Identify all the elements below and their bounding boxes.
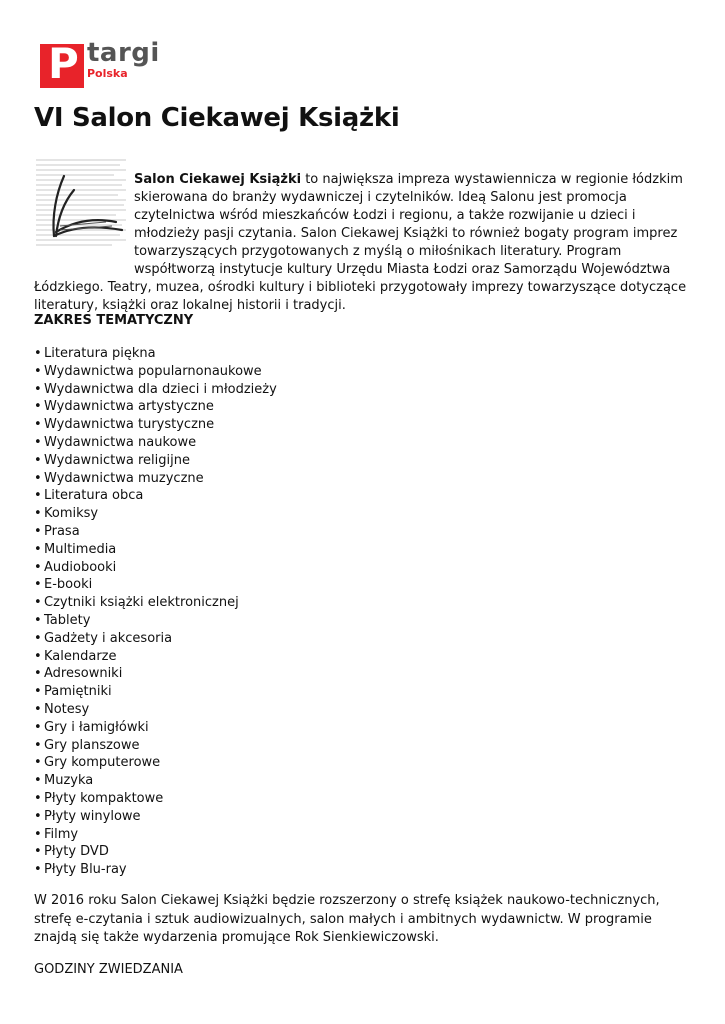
list-item [34, 737, 277, 755]
bullet-icon: • [34, 577, 42, 593]
list-item-label: Płyty winylowe [44, 808, 141, 824]
list-item [34, 559, 277, 577]
bullet-icon: • [34, 612, 42, 628]
list-item [34, 345, 277, 363]
bullet-icon: • [34, 844, 42, 860]
bullet-icon: • [34, 417, 42, 433]
list-item-label: Notesy [44, 701, 90, 717]
bullet-icon: • [34, 506, 42, 522]
list-item [34, 541, 277, 559]
list-item-label: Literatura piękna [44, 346, 156, 361]
list-item-label: Gadżety i akcesoria [44, 630, 173, 646]
list-item [34, 434, 277, 452]
topics-list [34, 345, 277, 879]
bullet-icon: • [34, 488, 42, 504]
intro-text: to największa impreza wystawiennicza w regionie łódzkim skierowana do branży wydawniczej i czytelników. Ideą Salonu jest promocja czytelnictwa wśród mieszkańców Łodzi i regionu, a także rozwijanie u dzieci i młodzieży pasji czytania. Salon Ciekawej Książki to również bogaty program imprez towarzyszących przygotowanych z myślą o miłośnikach literatury. Program współtworzą instytucje kultury Urzędu Miasta Łodzi oraz Samorządu Województwa Łódzkiego. Teatry, muzea, ośrodki kultury i biblioteki przygotowały imprezy towarzyszące dotyczące literatury, książki oraz lokalnej historii i tradycji. [34, 172, 687, 313]
logo-sub-text: Polska [87, 67, 128, 80]
bullet-icon: • [34, 434, 42, 450]
bullet-icon: • [34, 595, 42, 611]
list-item-label: Wydawnictwa turystyczne [44, 417, 215, 433]
bullet-icon: • [34, 559, 42, 575]
bullet-icon: • [34, 666, 42, 682]
list-item [34, 505, 277, 523]
targi-polska-logo[interactable] [40, 38, 180, 90]
list-item-label: Literatura obca [44, 488, 144, 504]
list-item [34, 719, 277, 737]
list-item-label: Wydawnictwa naukowe [44, 434, 197, 450]
list-item-label: Adresowniki [44, 666, 123, 682]
list-item [34, 487, 277, 505]
bullet-icon: • [34, 541, 42, 557]
list-item-label: Płyty DVD [44, 844, 109, 860]
list-item-label: Komiksy [44, 506, 99, 522]
logo-letter: P [48, 39, 79, 88]
list-item-label: Płyty kompaktowe [44, 790, 164, 806]
list-item [34, 772, 277, 790]
hours-heading: GODZINY ZWIEDZANIA [34, 962, 183, 977]
intro-paragraph [34, 171, 694, 315]
list-item-label: Filmy [44, 826, 79, 842]
list-item [34, 843, 277, 861]
list-item [34, 363, 277, 381]
list-item [34, 576, 277, 594]
list-item-label: Wydawnictwa artystyczne [44, 399, 214, 415]
list-item-label: Tablety [44, 612, 91, 628]
list-item [34, 452, 277, 470]
list-item-label: Pamiętniki [44, 684, 112, 700]
bullet-icon: • [34, 452, 42, 468]
logo-main-text: targi [87, 38, 160, 68]
list-item-label: Gry planszowe [44, 737, 140, 753]
list-item-label: Gry komputerowe [44, 755, 161, 771]
bullet-icon: • [34, 773, 42, 789]
list-item-label: Prasa [44, 523, 80, 539]
bullet-icon: • [34, 701, 42, 717]
list-item [34, 381, 277, 399]
bullet-icon: • [34, 523, 42, 539]
list-item-label: Gry i łamigłówki [44, 719, 149, 735]
list-item-label: Muzyka [44, 773, 94, 789]
intro-lead-bold: Salon Ciekawej Książki [134, 172, 302, 187]
list-item-label: Czytniki książki elektronicznej [44, 595, 239, 611]
section-title: ZAKRES TEMATYCZNY [34, 313, 194, 328]
list-item [34, 594, 277, 612]
list-item [34, 790, 277, 808]
bullet-icon: • [34, 790, 42, 806]
bullet-icon: • [34, 346, 42, 361]
list-item [34, 523, 277, 541]
bullet-icon: • [34, 381, 42, 397]
list-item [34, 861, 277, 879]
list-item [34, 470, 277, 488]
bullet-icon: • [34, 808, 42, 824]
bullet-icon: • [34, 399, 42, 415]
bullet-icon: • [34, 755, 42, 771]
bullet-icon: • [34, 684, 42, 700]
list-item [34, 808, 277, 826]
list-item-label: Wydawnictwa muzyczne [44, 470, 204, 486]
outro-paragraph: W 2016 roku Salon Ciekawej Książki będzie rozszerzony o strefę książek naukowo-technicznych, strefę e-czytania i sztuk audiowizualnych, salon małych i ambitnych wydawnictw. W programie znajdą się także wydarzenia promujące Rok Sienkiewiczowski. [34, 893, 660, 945]
list-item [34, 398, 277, 416]
list-item-label: E-booki [44, 577, 93, 593]
bullet-icon: • [34, 648, 42, 664]
bullet-icon: • [34, 470, 42, 486]
list-item [34, 701, 277, 719]
image-float-spacer [34, 171, 134, 263]
logo-p-block [40, 39, 84, 88]
bullet-icon: • [34, 363, 42, 379]
page-title: VI Salon Ciekawej Książki [34, 103, 400, 133]
bullet-icon: • [34, 737, 42, 753]
list-item-label: Płyty Blu-ray [44, 862, 127, 878]
list-item [34, 826, 277, 844]
bullet-icon: • [34, 862, 42, 878]
list-item-label: Multimedia [44, 541, 117, 557]
list-item-label: Wydawnictwa popularnonaukowe [44, 363, 262, 379]
list-item [34, 612, 277, 630]
list-item-label: Audiobooki [44, 559, 117, 575]
bullet-icon: • [34, 719, 42, 735]
list-item [34, 416, 277, 434]
list-item [34, 665, 277, 683]
list-item [34, 683, 277, 701]
list-item-label: Wydawnictwa religijne [44, 452, 190, 468]
list-item-label: Wydawnictwa dla dzieci i młodzieży [44, 381, 277, 397]
list-item [34, 754, 277, 772]
bullet-icon: • [34, 826, 42, 842]
list-item [34, 630, 277, 648]
list-item [34, 648, 277, 666]
list-item-label: Kalendarze [44, 648, 117, 664]
bullet-icon: • [34, 630, 42, 646]
